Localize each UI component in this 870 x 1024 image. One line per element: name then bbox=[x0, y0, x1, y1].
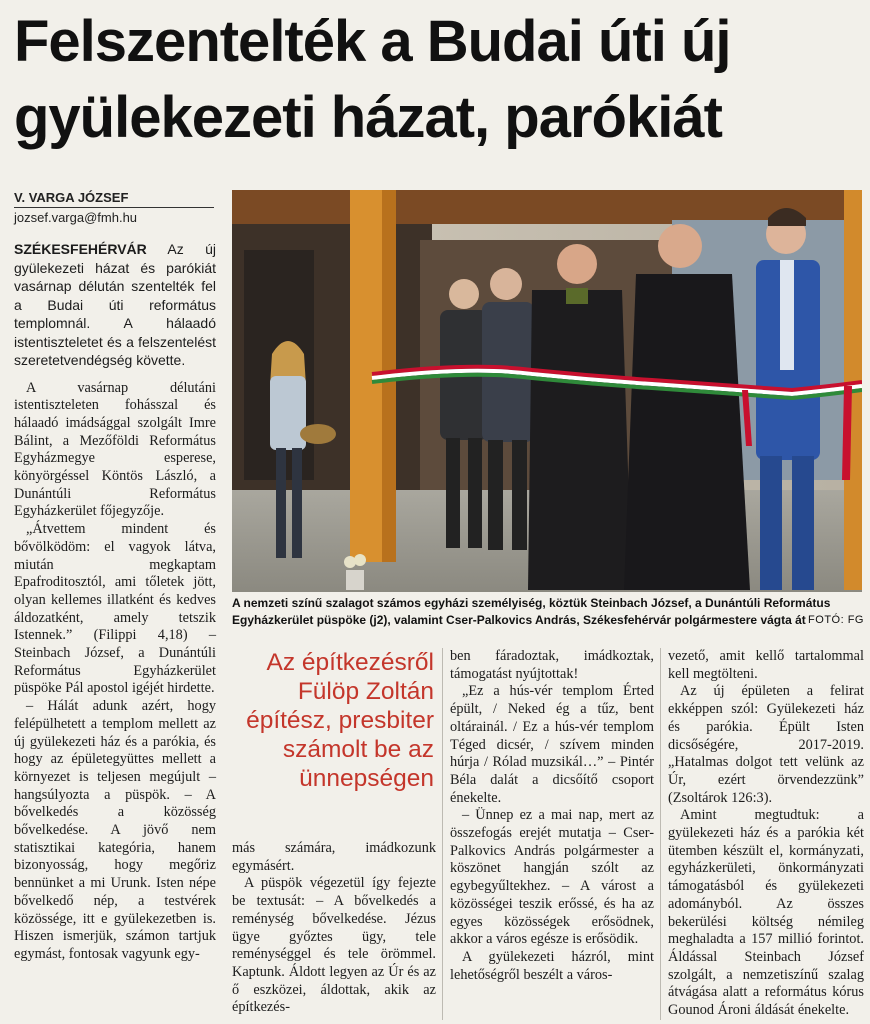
pastor-figure-2 bbox=[624, 224, 750, 590]
body-paragraph: vezető, amit kellő tartalommal kell megtölteni. bbox=[668, 648, 864, 682]
body-paragraph: „Ez a hús-vér templom Érted épült, / Neked ég a tűz, bent oltárainál. / Ez a hús-vér templom Téged dicsér, / szívem minden húrja / Rólad muzsikál…” – Pintér Béla dalát a dicsőítő csoport énekelte. bbox=[450, 683, 654, 806]
article-photo bbox=[232, 190, 862, 592]
body-paragraph: ben fáradoztak, imádkoztak, támogatást nyújtottak! bbox=[450, 648, 654, 682]
column-divider bbox=[660, 648, 661, 1020]
flower-pot bbox=[344, 554, 366, 590]
caption-text: A nemzeti színű szalagot számos egyházi személyiség, köztük Steinbach József, a Dunántúli Református Egyházkerület püspöke (j2), valamint Cser-Palkovics András, Székesfehérvár polgármestere vágta át bbox=[232, 596, 831, 627]
roof-beam bbox=[232, 190, 862, 224]
headline-line-1: Felszentelték a Budai úti új bbox=[14, 9, 731, 74]
dateline-city: SZÉKESFEHÉRVÁR bbox=[14, 241, 147, 257]
column-2 bbox=[232, 840, 436, 1017]
article-headline bbox=[14, 4, 864, 156]
body-paragraph: A vasárnap délutáni istentiszteleten fohásszal és hálaadó imádsággal szolgált Imre Bálint, a Mezőföldi Református Egyházmegye esperese, könyörgéssel Köntös László, a Dunántúli Református Egyházkerület főjegyzője. bbox=[14, 379, 216, 520]
column-1 bbox=[14, 240, 216, 964]
pastor-figure-1 bbox=[528, 244, 632, 590]
column-divider bbox=[442, 648, 443, 1020]
ribbon-cutting-photo bbox=[232, 190, 862, 592]
body-paragraph: Az új épületen a felirat ekképpen szól: Gyülekezeti ház és parókia. Épült Isten dicsőségére, 2017-2019. „Hatalmas dolgot tett velünk az Úr, ezért örvendezzünk” (Zsoltárok 126:3). bbox=[668, 683, 864, 806]
lead-paragraph bbox=[14, 240, 216, 370]
column-4 bbox=[668, 648, 864, 1020]
pull-quote: Az építkezésről Fülöp Zoltán építész, presbiter számolt be az ünnepségen bbox=[246, 649, 434, 792]
body-paragraph: A gyülekezeti házról, mint lehetőségről beszélt a város- bbox=[450, 948, 654, 983]
lead-text: Az új gyülekezeti házat és parókiát vasárnap délután szentelték fel a Budai úti református templomnál. A hálaadó istentiszteletet és a felszentelést szeretetvendégség követte. bbox=[14, 241, 216, 368]
body-paragraph: A püspök végezetül így fejezte be textusát: – A bővelkedés a reménység bővelkedése. Jézus ügye győztes ügy, tele reménységgel és tele örömmel. Kaptunk. Áldott legyen az Úr és az ő eszközei, áldottak, akik az építkezés- bbox=[232, 875, 436, 1016]
body-paragraph: Amint megtudtuk: a gyülekezeti ház és a parókia két ütemben készült el, kormányzati, egyházkerületi, önkormányzati támogatásból és gyülekezeti adományból. Az összes bekerülési költség némileg meghaladta a 157 millió forintot. Áldással Steinbach József szolgált, a nemzetiszínű szalag átvágása alatt a református kórus Gounod Ároni áldását énekelte. bbox=[668, 807, 864, 1019]
photo-caption bbox=[232, 595, 864, 629]
author-name: V. VARGA JÓZSEF bbox=[14, 190, 214, 208]
column-3 bbox=[450, 648, 654, 984]
author-email[interactable]: jozsef.varga@fmh.hu bbox=[14, 210, 138, 225]
byline bbox=[14, 190, 214, 225]
body-paragraph: – Hálát adunk azért, hogy felépülhetett a templom mellett az új gyülekezeti ház és a parókia, és hogy az épületegyüttes mellett a környezet is teljesen megújult – hangsúlyozta a püspök. – A bővelkedés a közösség bővelkedése. A jövő nem statisztikai kategória, hanem bizonyosság, hogy megőriz bennünket a mi Urunk. Isten népe bővelkedő nép, a testvérek közössége, itt e gyülekezetben is. Hiszen ismerjük, számon tartjuk egymást, fontosak vagyunk egy- bbox=[14, 698, 216, 962]
body-paragraph: „Átvettem mindent és bővölködöm: el vagyok látva, miután megkaptam Epafroditosztól, ami tőletek jött, olyan kellemes illatként és kedves áldozatként, amely tetszik Istennek.” (Filippi 4,18) – Steinbach József, a Dunántúli Református Egyházkerület püspöke Pál apostol igéjét hirdette. bbox=[14, 521, 216, 697]
headline-line-2: gyülekezeti házat, parókiát bbox=[14, 85, 722, 150]
body-paragraph: – Ünnep ez a mai nap, mert az összefogás erejét mutatja – Cser-Palkovics András polgármester a köszönet hangján szólt az egybegyűltekhez. – A várost a közösségei teszik erőssé, és ha az egyes közösségek erősödnek, akkor a város egésze is erősödik. bbox=[450, 807, 654, 948]
body-paragraph: más számára, imádkozunk egymásért. bbox=[232, 840, 436, 874]
photo-credit: FOTÓ: FG bbox=[808, 614, 864, 626]
